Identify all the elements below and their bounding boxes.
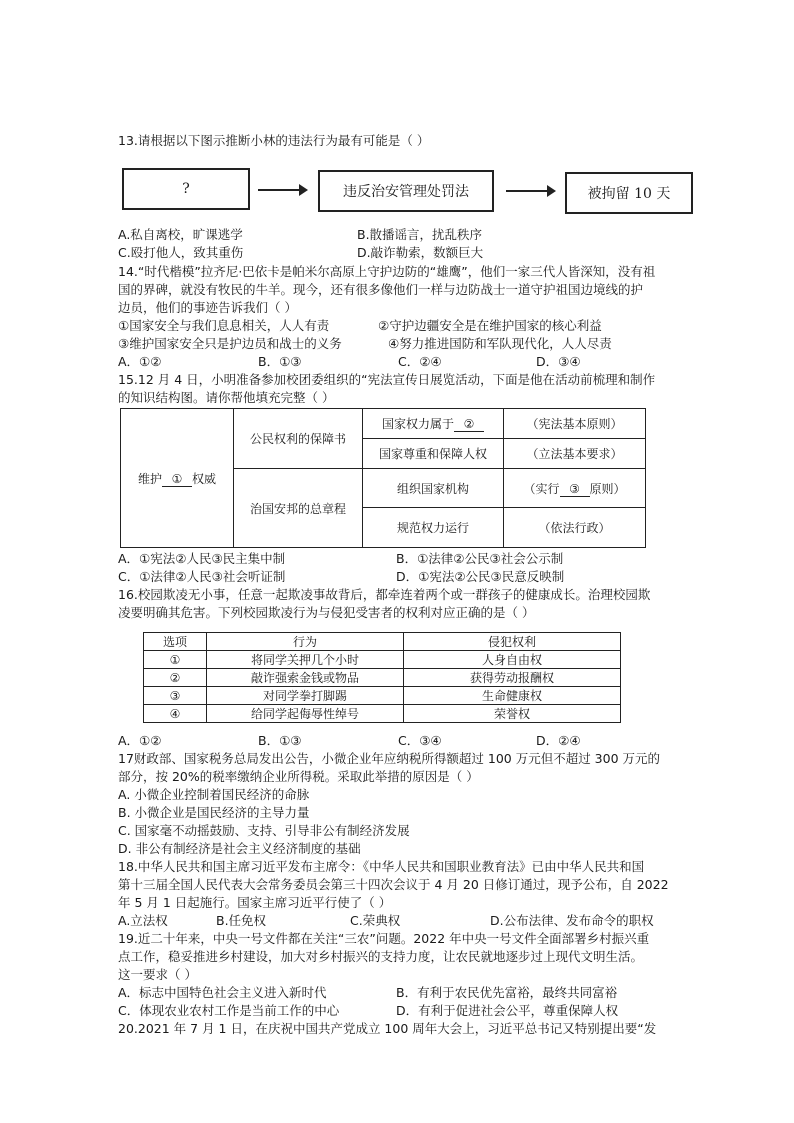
q16-cell: ③ xyxy=(144,687,207,705)
q17-stem-line2: 部分，按 20%的税率缴纳企业所得税。采取此举措的原因是（ ） xyxy=(118,769,479,784)
q15-stem-line2: 的知识结构图。请你帮他填充完整（ ） xyxy=(118,390,335,405)
flow-box-unknown: ? xyxy=(122,168,250,210)
q18-option-d: D.公布法律、发布命令的职权 xyxy=(490,913,654,928)
q16-header-right: 侵犯权利 xyxy=(404,633,621,651)
table-row xyxy=(144,687,621,705)
q16-option-c: C．③④ xyxy=(398,733,442,748)
q16-stem-line1: 16.校园欺凌无小事，任意一起欺凌事故背后，都牵连着两个或一群孩子的健康成长。治理校园欺 xyxy=(118,587,651,602)
q15-r1-val: （宪法基本原则） xyxy=(504,409,646,439)
q16-cell: ① xyxy=(144,651,207,669)
q15-blank-2: ② xyxy=(454,417,484,432)
q15-r2-text: 国家尊重和保障人权 xyxy=(363,439,504,469)
q14-option-b: B．①③ xyxy=(258,354,302,369)
q14-option-d: D．③④ xyxy=(536,354,581,369)
q16-cell: 荣誉权 xyxy=(404,705,621,723)
flow-box-detained: 被拘留 10 天 xyxy=(565,172,693,214)
flow-arrow-icon xyxy=(258,189,306,191)
q17-stem-line1: 17财政部、国家税务总局发出公告，小微企业年应纳税所得额超过 100 万元但不超过 300 万元的 xyxy=(118,751,661,766)
q16-table xyxy=(143,632,621,723)
q15-blank-3: ③ xyxy=(560,482,590,497)
q16-header-option: 选项 xyxy=(144,633,207,651)
q16-cell: 获得劳动报酬权 xyxy=(404,669,621,687)
q15-option-b: B．①法律②公民③社会公示制 xyxy=(396,551,564,566)
q15-r1-text xyxy=(363,409,504,439)
q16-cell: ④ xyxy=(144,705,207,723)
q18-option-a: A.立法权 xyxy=(118,913,168,928)
table-row xyxy=(144,705,621,723)
flow-arrow-icon xyxy=(506,190,554,192)
q20-stem-line1: 20.2021 年 7 月 1 日，在庆祝中国共产党成立 100 周年大会上，习近平总书记又特别提出要“发 xyxy=(118,1021,657,1036)
q16-option-d: D．②④ xyxy=(536,733,581,748)
q18-option-c: C.荣典权 xyxy=(350,913,401,928)
q13-option-c: C.殴打他人，致其重伤 xyxy=(118,245,244,260)
q14-stem-line3: 边员，他们的事迹告诉我们（ ） xyxy=(118,300,297,315)
q15-r3-val xyxy=(504,469,646,507)
q15-option-c: C．①法律②人民③社会听证制 xyxy=(118,569,286,584)
q15-left-post: 权威 xyxy=(192,471,217,486)
q15-r2-val: （立法基本要求） xyxy=(504,439,646,469)
q18-stem-line1: 18.中华人民共和国主席习近平发布主席令：《中华人民共和国职业教育法》已由中华人民共和国 xyxy=(118,859,645,874)
q15-stem-line1: 15.12 月 4 日，小明准备参加校团委组织的“宪法宣传日展览活动，下面是他在活动前梳理和制作 xyxy=(118,372,656,387)
q15-left-pre: 维护 xyxy=(137,471,162,486)
q15-knowledge-diagram xyxy=(120,408,646,548)
q19-stem-line1: 19.近二十年来，中央一号文件都在关注“三农”问题。2022 年中央一号文件全面部署乡村振兴重 xyxy=(118,931,650,946)
q14-statement-2: ②守护边疆安全是在维护国家的核心利益 xyxy=(378,318,602,333)
q15-r3-pre: （实行 xyxy=(523,481,560,496)
q13-stem: 13.请根据以下图示推断小林的违法行为最有可能是（ ） xyxy=(118,133,430,148)
q14-statement-4: ④努力推进国防和军队现代化，人人尽责 xyxy=(388,336,612,351)
q15-r4-text: 规范权力运行 xyxy=(363,507,504,547)
q13-option-d: D.敲诈勒索，数额巨大 xyxy=(357,245,484,260)
q15-r1-pre: 国家权力属于 xyxy=(381,417,454,432)
q19-option-c: C．体现农业农村工作是当前工作的中心 xyxy=(118,1003,340,1018)
q15-option-d: D．①宪法②公民③民意反映制 xyxy=(396,569,565,584)
q19-option-b: B．有利于农民优先富裕，最终共同富裕 xyxy=(396,985,618,1000)
q16-cell: 给同学起侮辱性绰号 xyxy=(207,705,404,723)
table-row xyxy=(144,651,621,669)
q14-stem-line1: 14.“时代楷模”拉齐尼·巴依卡是帕米尔高原上守护边防的“雄鹰”，他们一家三代人皆深知，没有祖 xyxy=(118,264,656,279)
q18-stem-line2: 第十三届全国人民代表大会常务委员会第三十四次会议于 4 月 20 日修订通过，现予公布，自 2022 xyxy=(118,877,669,892)
q17-option-d: D. 非公有制经济是社会主义经济制度的基础 xyxy=(118,841,361,856)
q16-cell: 人身自由权 xyxy=(404,651,621,669)
q15-r3-text: 组织国家机构 xyxy=(363,469,504,507)
q18-stem-line3: 年 5 月 1 日起施行。国家主席习近平行使了（ ） xyxy=(118,895,392,910)
q15-mid-top: 公民权利的保障书 xyxy=(234,409,363,469)
q16-cell: 对同学拳打脚踢 xyxy=(207,687,404,705)
q14-option-c: C．②④ xyxy=(398,354,442,369)
q16-cell: 敲诈强索金钱或物品 xyxy=(207,669,404,687)
q13-option-b: B.散播谣言，扰乱秩序 xyxy=(357,227,483,242)
q19-option-a: A．标志中国特色社会主义进入新时代 xyxy=(118,985,327,1000)
q14-option-a: A．①② xyxy=(118,354,162,369)
q15-blank-1: ① xyxy=(162,472,192,487)
q15-r4-val: （依法行政） xyxy=(504,507,646,547)
q19-stem-line2: 点工作，稳妥推进乡村建设，加大对乡村振兴的支持力度，让农民就地逐步过上现代文明生活。 xyxy=(118,949,644,964)
q16-header-behavior: 行为 xyxy=(207,633,404,651)
q13-option-a: A.私自离校，旷课逃学 xyxy=(118,227,243,242)
q15-option-a: A．①宪法②人民③民主集中制 xyxy=(118,551,286,566)
q18-option-b: B.任免权 xyxy=(216,913,267,928)
q15-left-cell xyxy=(121,409,234,548)
q17-option-b: B. 小微企业是国民经济的主导力量 xyxy=(118,805,310,820)
q14-stem-line2: 国的界碑，就没有牧民的牛羊。现今，还有很多像他们一样与边防战士一道守护祖国边境线的护 xyxy=(118,282,644,297)
q14-statement-1: ①国家安全与我们息息相关，人人有责 xyxy=(118,318,330,333)
q15-r3-post: 原则） xyxy=(589,481,626,496)
q14-statement-3: ③维护国家安全只是护边员和战士的义务 xyxy=(118,336,342,351)
q17-option-a: A. 小微企业控制着国民经济的命脉 xyxy=(118,787,310,802)
flow-box-violation: 违反治安管理处罚法 xyxy=(318,170,494,212)
q16-cell: 生命健康权 xyxy=(404,687,621,705)
q19-stem-line3: 这一要求（ ） xyxy=(118,967,197,982)
q16-option-b: B．①③ xyxy=(258,733,302,748)
table-row xyxy=(144,669,621,687)
q16-cell: ② xyxy=(144,669,207,687)
q16-cell: 将同学关押几个小时 xyxy=(207,651,404,669)
q17-option-c: C. 国家毫不动摇鼓励、支持、引导非公有制经济发展 xyxy=(118,823,410,838)
q16-stem-line2: 凌要明确其危害。下列校园欺凌行为与侵犯受害者的权利对应正确的是（ ） xyxy=(118,605,535,620)
q19-option-d: D．有利于促进社会公平，尊重保障人权 xyxy=(396,1003,619,1018)
q15-mid-bottom: 治国安邦的总章程 xyxy=(234,469,363,548)
q16-option-a: A．①② xyxy=(118,733,162,748)
